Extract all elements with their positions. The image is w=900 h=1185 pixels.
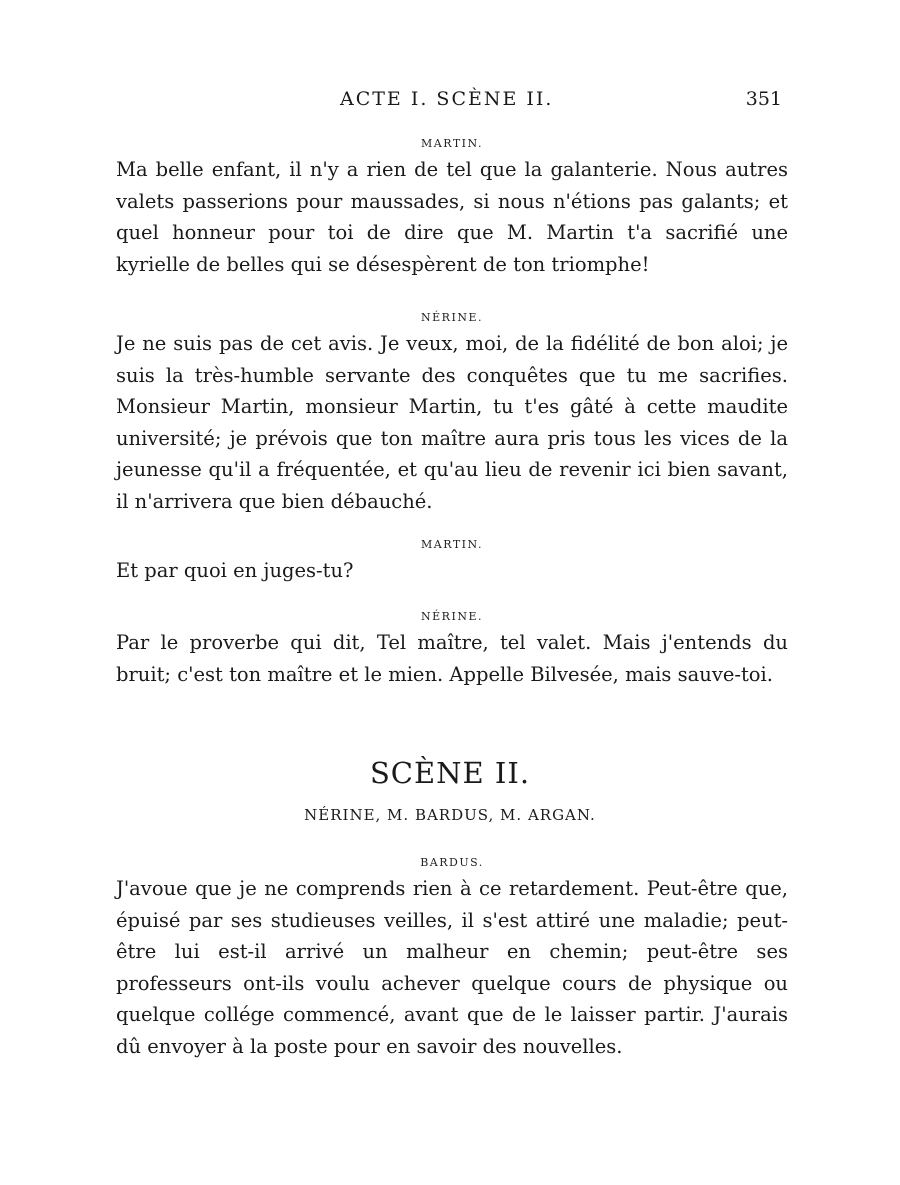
speaker-name: MARTIN. [421,538,483,551]
dialogue-block [116,607,788,690]
page-number: 351 [745,88,782,110]
speech-text: Et par quoi en juges-tu? [116,559,354,582]
speaker-name: NÉRINE. [421,610,483,623]
scene-cast-list: NÉRINE, M. BARDUS, M. ARGAN. [304,806,596,824]
speech-text: Je ne suis pas de cet avis. Je veux, moi, de la fidélité de bon aloi; je suis la très-humble servante des conquêtes que tu me sacrifies. Monsieur Martin, monsieur Martin, tu t'es gâté à cette maudite université; je prévois que ton maître aura pris tous les vices de la jeunesse qu'il a fréquentée, et qu'au lieu de revenir ici bien savant, il n'arrivera que bien débauché. [116,332,788,513]
running-header [0,88,900,118]
speaker-name: BARDUS. [420,856,484,869]
running-title: ACTE I. SCÈNE II. [340,88,554,110]
speaker-name: MARTIN. [421,137,483,150]
speech-text: Ma belle enfant, il n'y a rien de tel que la galanterie. Nous autres valets passerions pour maussades, si nous n'étions pas galants; et quel honneur pour toi de dire que M. Martin t'a sacrifié une kyrielle de belles qui se désespèrent de ton triomphe! [116,158,788,276]
dialogue-block [116,535,788,587]
dialogue-block [116,308,788,517]
dialogue-block [116,853,788,1062]
speaker-name: NÉRINE. [421,311,483,324]
dialogue-block [116,134,788,280]
speech-text: J'avoue que je ne comprends rien à ce retardement. Peut-être que, épuisé par ses studieuses veilles, il s'est attiré une maladie; peut-être lui est-il arrivé un malheur en chemin; peut-être ses professeurs ont-ils voulu achever quelque cours de physique ou quelque collége commencé, avant que de le laisser partir. J'aurais dû envoyer à la poste pour en savoir des nouvelles. [116,877,788,1058]
scene-title: SCÈNE II. [369,756,531,790]
speech-text: Par le proverbe qui dit, Tel maître, tel valet. Mais j'entends du bruit; c'est ton maître et le mien. Appelle Bilvesée, mais sauve-toi. [116,631,788,686]
